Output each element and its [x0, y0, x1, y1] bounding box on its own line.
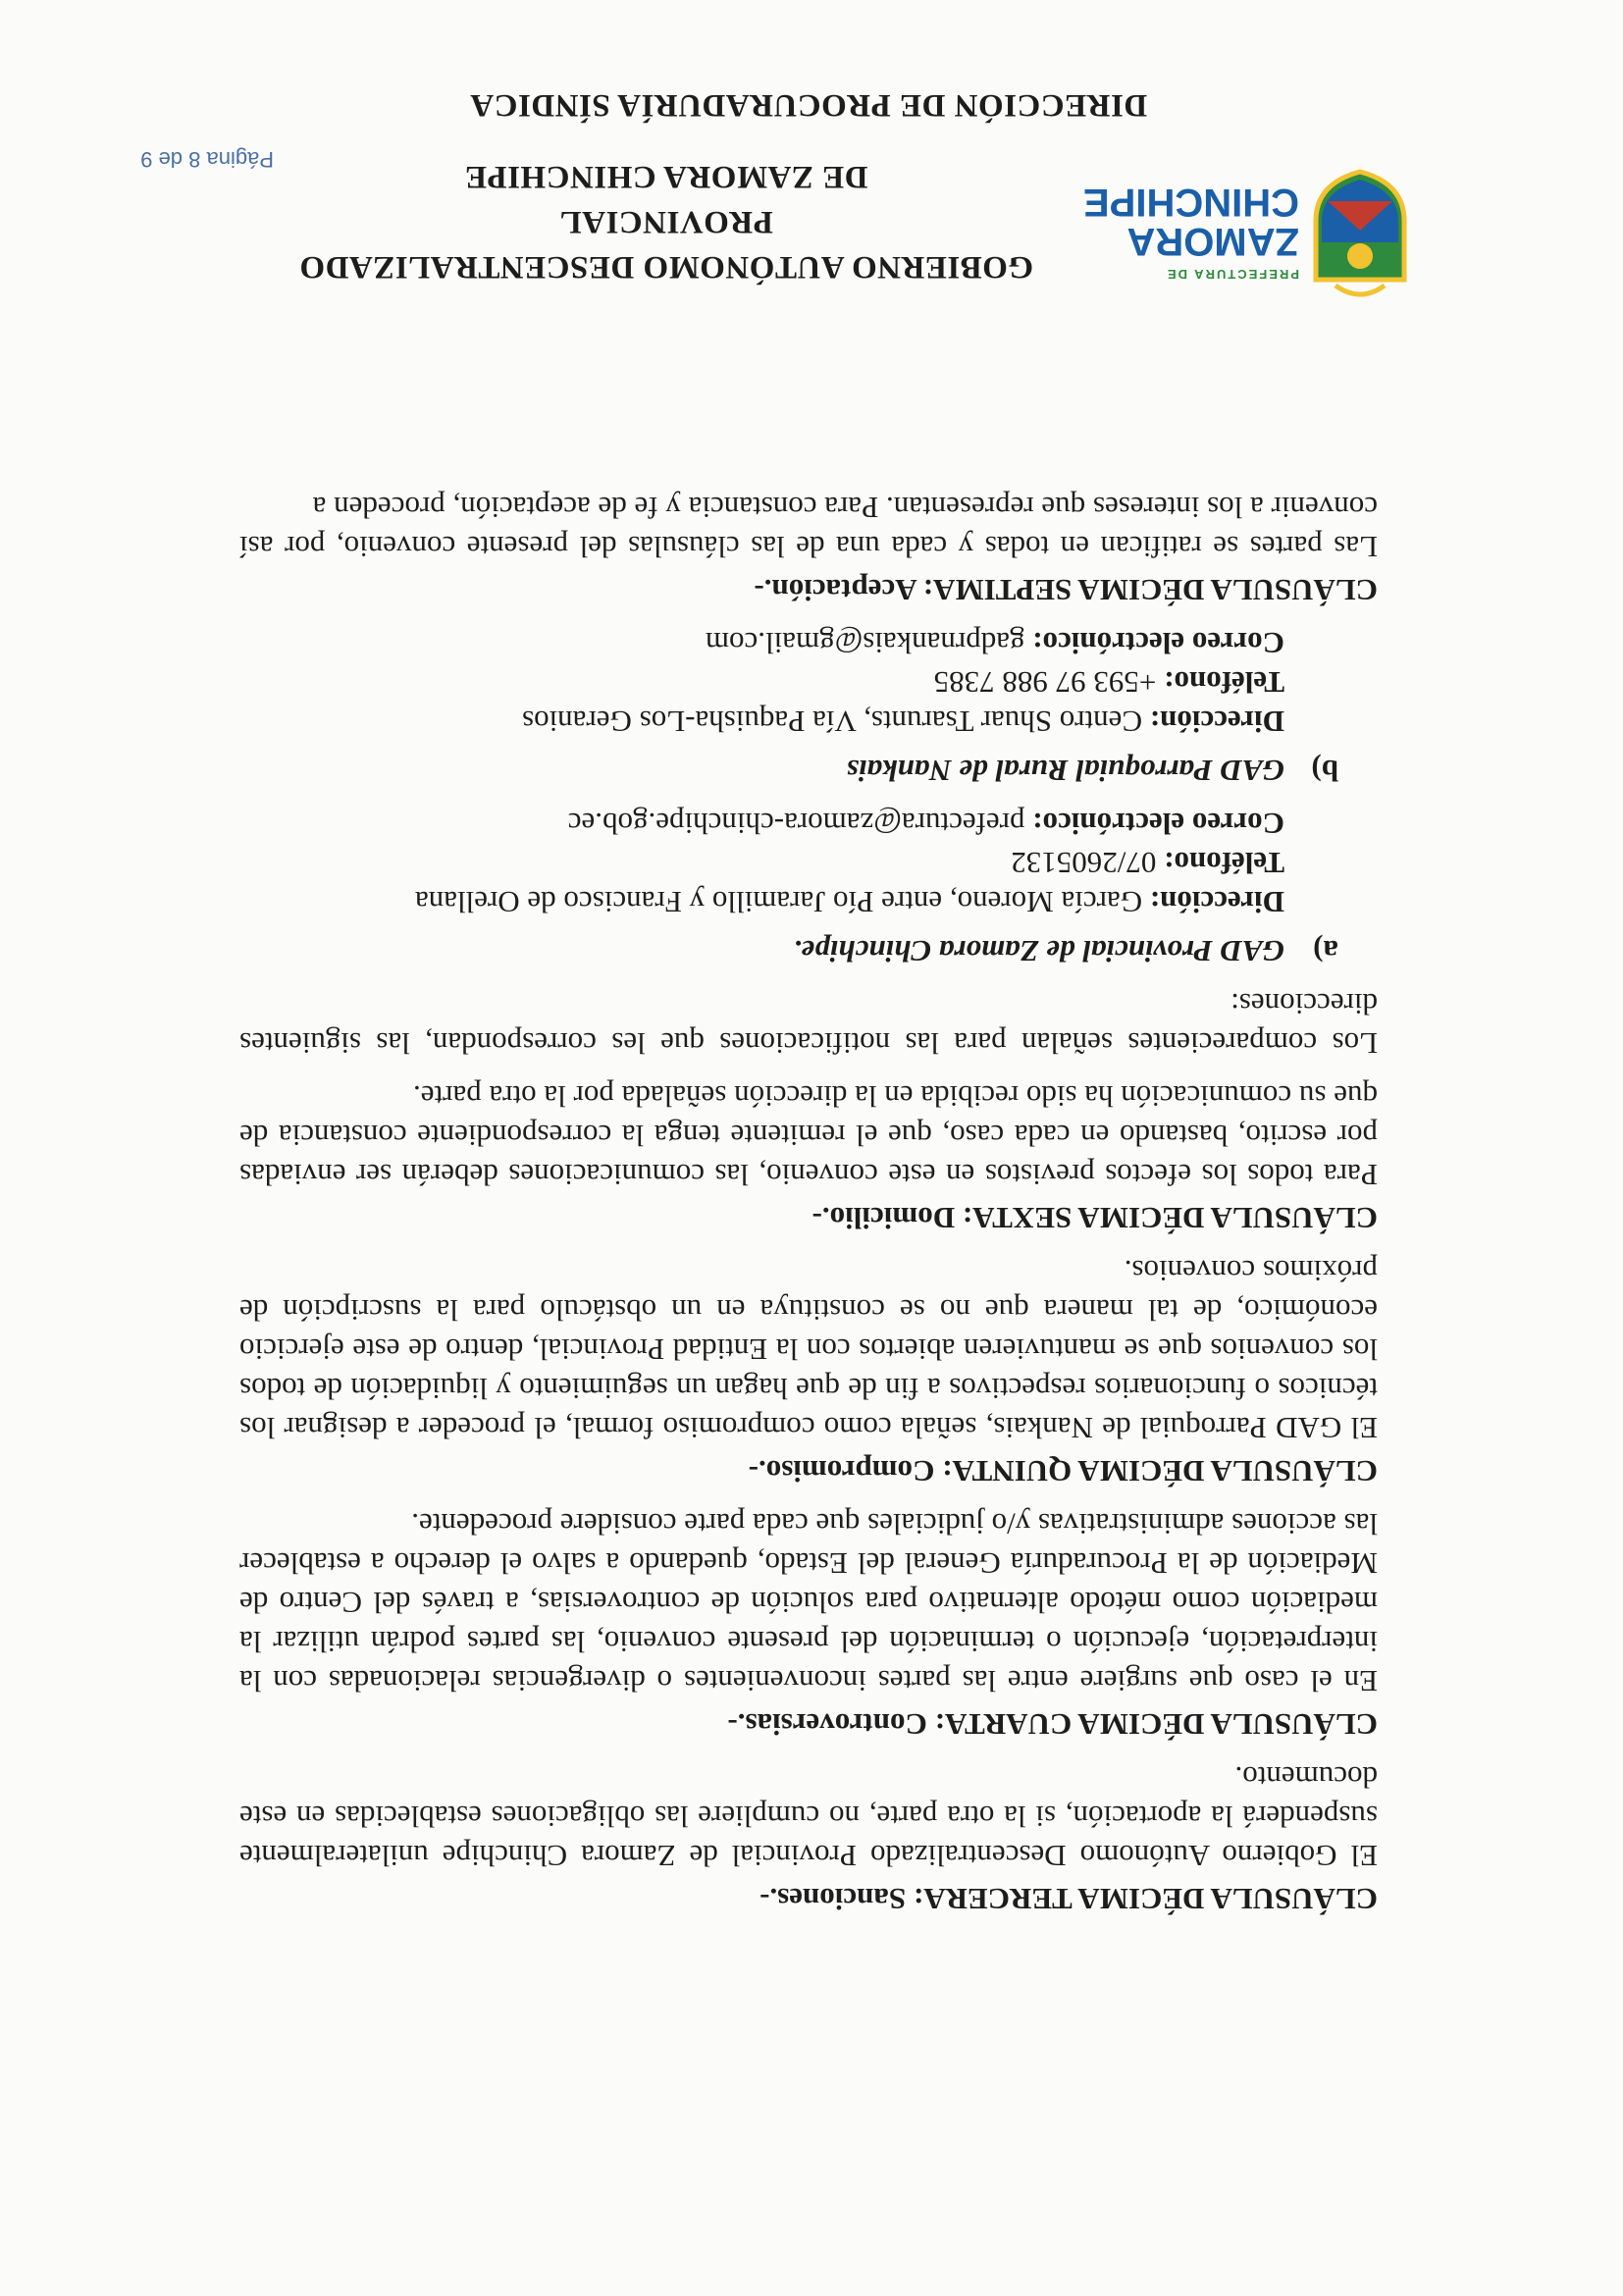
clause-17: [239, 488, 1378, 609]
address-name: [239, 751, 1338, 790]
clause-14: [239, 1504, 1378, 1744]
clause-text: El Gobierno Autónomo Descentralizado Provincial de Zamora Chinchipe unilateralmente suspenderá la aportación, si la otra parte, no cumpliere las obligaciones establecidas en este documento.: [239, 1760, 1378, 1873]
clause-text: El GAD Parroquial de Nankais, señala como compromiso formal, el proceder a designar los técnicos o funcionarios respectivos a fin de que hagan un seguimiento y liquidación de todos los convenios que se mantuvieren abiertos con la Entidad Provincial, dentro de este ejercicio económico, de tal manera que no se constituya en un obstáculo para la suscripción de próximos convenios.: [239, 1254, 1378, 1445]
header-title: [235, 154, 1098, 289]
logo-main-2: CHINCHIPE: [1082, 181, 1299, 224]
address-direccion: [239, 702, 1284, 741]
direccion-value: García Moreno, entre Pío Jaramillo y Francisco de Orellana: [414, 885, 1143, 919]
logo-top-text: PREFECTURA DE: [1165, 267, 1299, 282]
clause-heading: CLÁUSULA DÉCIMA SEPTIMA: Aceptación.-: [754, 573, 1378, 607]
address-correo: [239, 804, 1284, 843]
address-name: [239, 931, 1338, 970]
direccion-label: Dirección:: [1149, 704, 1284, 739]
document-body: [239, 474, 1378, 1918]
address-entity: GAD Parroquial Rural de Nankais: [846, 754, 1284, 788]
header-title-line2: DE ZAMORA CHINCHIPE: [464, 159, 868, 194]
clause-text: Para todos los efectos previstos en este convenio, las comunicaciones deberán ser enviadas por escrito, bastando en cada caso, que el remitente tenga la correspondiente constancia de que su comunicación ha sido recibida en la dirección señalada por la otra parte.: [239, 1079, 1378, 1192]
logo-main-1: ZAMORA: [1126, 220, 1299, 263]
header-title-line1: GOBIERNO AUTÓNOMO DESCENTRALIZADO PROVINCIAL: [298, 204, 1034, 285]
clause-13: [239, 1757, 1378, 1918]
clause-text-2: Los comparecientes señalan para las notificaciones que les correspondan, las siguientes direcciones:: [239, 987, 1378, 1061]
address-correo: [239, 623, 1284, 662]
correo-value: prefectura@zamora-chinchipe.gob.ec: [567, 807, 1025, 841]
correo-label: Correo electrónico:: [1032, 626, 1284, 660]
telefono-value: 07/2605132: [1011, 846, 1157, 880]
clause-16: [239, 984, 1378, 1237]
correo-label: Correo electrónico:: [1032, 807, 1284, 841]
telefono-label: Teléfono:: [1164, 846, 1284, 880]
correo-value: gadprnankais@gmail.com: [705, 626, 1025, 660]
address-b: [239, 623, 1338, 790]
address-label: b): [1311, 754, 1338, 788]
letterhead: [195, 159, 1422, 299]
direccion-label: Dirección:: [1149, 885, 1284, 919]
clause-heading: CLÁUSULA DÉCIMA QUINTA: Compromiso.-: [748, 1454, 1378, 1488]
clause-15: [239, 1251, 1378, 1490]
address-direccion: [239, 882, 1284, 921]
address-entity: GAD Provincial de Zamora Chinchipe.: [793, 934, 1284, 968]
prefectura-logo: [1082, 167, 1422, 299]
unit-title: DIRECCIÓN DE PROCURADURÍA SÍNDICA: [469, 87, 1148, 123]
clause-heading: CLÁUSULA DÉCIMA CUARTA: Controversias.-: [727, 1707, 1378, 1742]
direccion-value: Centro Shuar Tsarunts, Vía Paquisha-Los Geranios: [521, 704, 1143, 739]
telefono-label: Teléfono:: [1164, 665, 1284, 700]
clause-text: Las partes se ratifican en todas y cada una de las cláusulas del presente convenio, por así convenir a los intereses que representan. Para constancia y fe de aceptación, proceden a: [239, 491, 1378, 564]
clause-heading: CLÁUSULA DÉCIMA SEXTA: Domicilio.-: [812, 1201, 1378, 1235]
address-a: [239, 804, 1338, 970]
page-number: Página 8 de 9: [140, 147, 274, 172]
clause-text: En el caso que surgiere entre las partes inconvenientes o divergencias relacionadas con la interpretación, ejecución o terminación del presente convenio, las partes podrán utilizar la mediación como método alternativo para solución de controversias, a través del Centro de Mediación de la Procuraduría General del Estado, quedando a salvo el derecho a establecer las acciones administrativas y/o judiciales que cada parte considere procedente.: [239, 1507, 1378, 1698]
address-label: a): [1313, 934, 1338, 968]
address-telefono: [239, 662, 1284, 702]
address-telefono: [239, 843, 1284, 882]
clause-heading: CLÁUSULA DÉCIMA TERCERA: Sanciones.-: [759, 1882, 1378, 1916]
telefono-value: +593 97 988 7385: [933, 665, 1157, 700]
